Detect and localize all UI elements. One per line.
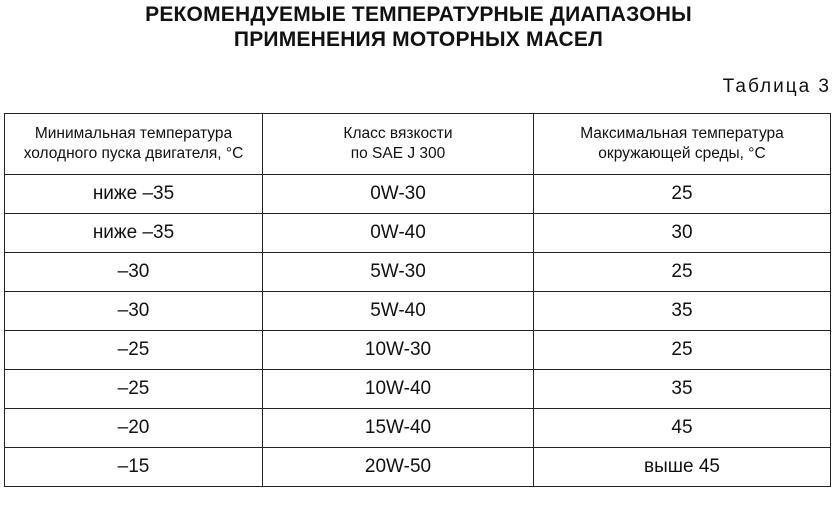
cell-viscosity-class: 0W-40 — [263, 214, 534, 253]
oil-temperature-table — [4, 113, 831, 487]
cell-max-temperature: 30 — [534, 214, 831, 253]
table-row — [5, 448, 831, 487]
cell-max-temperature: 45 — [534, 409, 831, 448]
header-max-temperature — [534, 114, 831, 175]
cell-viscosity-class: 20W-50 — [263, 448, 534, 487]
cell-max-temperature: 35 — [534, 292, 831, 331]
table-row — [5, 175, 831, 214]
document-title-line1: РЕКОМЕНДУЕМЫЕ ТЕМПЕРАТУРНЫЕ ДИАПАЗОНЫ — [145, 3, 692, 26]
cell-min-temperature: –25 — [5, 370, 263, 409]
cell-min-temperature: –30 — [5, 253, 263, 292]
document-title-line2: ПРИМЕНЕНИЯ МОТОРНЫХ МАСЕЛ — [233, 28, 604, 51]
header-viscosity-class-line2: по SAE J 300 — [350, 145, 446, 162]
cell-min-temperature: –15 — [5, 448, 263, 487]
cell-viscosity-class: 10W-40 — [263, 370, 534, 409]
header-min-temperature — [5, 114, 263, 175]
header-max-temperature-line2: окружающей среды, °C — [598, 145, 766, 162]
table-row — [5, 253, 831, 292]
table-row — [5, 370, 831, 409]
cell-max-temperature: выше 45 — [534, 448, 831, 487]
cell-min-temperature: –25 — [5, 331, 263, 370]
cell-min-temperature: –20 — [5, 409, 263, 448]
table-header-row — [5, 114, 831, 175]
table-row — [5, 409, 831, 448]
cell-min-temperature: ниже –35 — [5, 175, 263, 214]
cell-max-temperature: 25 — [534, 175, 831, 214]
cell-max-temperature: 35 — [534, 370, 831, 409]
header-max-temperature-line1: Максимальная температура — [580, 125, 784, 142]
cell-max-temperature: 25 — [534, 253, 831, 292]
cell-max-temperature: 25 — [534, 331, 831, 370]
table-row — [5, 331, 831, 370]
cell-min-temperature: –30 — [5, 292, 263, 331]
cell-viscosity-class: 10W-30 — [263, 331, 534, 370]
document-title — [0, 2, 837, 52]
table-row — [5, 292, 831, 331]
header-viscosity-class — [263, 114, 534, 175]
header-viscosity-class-line1: Класс вязкости — [343, 125, 453, 142]
cell-min-temperature: ниже –35 — [5, 214, 263, 253]
cell-viscosity-class: 5W-30 — [263, 253, 534, 292]
table-number: Таблица 3 — [722, 76, 831, 97]
header-min-temperature-line1: Минимальная температура — [34, 125, 233, 142]
header-min-temperature-line2: холодного пуска двигателя, °C — [23, 145, 244, 162]
cell-viscosity-class: 5W-40 — [263, 292, 534, 331]
table-row — [5, 214, 831, 253]
cell-viscosity-class: 15W-40 — [263, 409, 534, 448]
cell-viscosity-class: 0W-30 — [263, 175, 534, 214]
